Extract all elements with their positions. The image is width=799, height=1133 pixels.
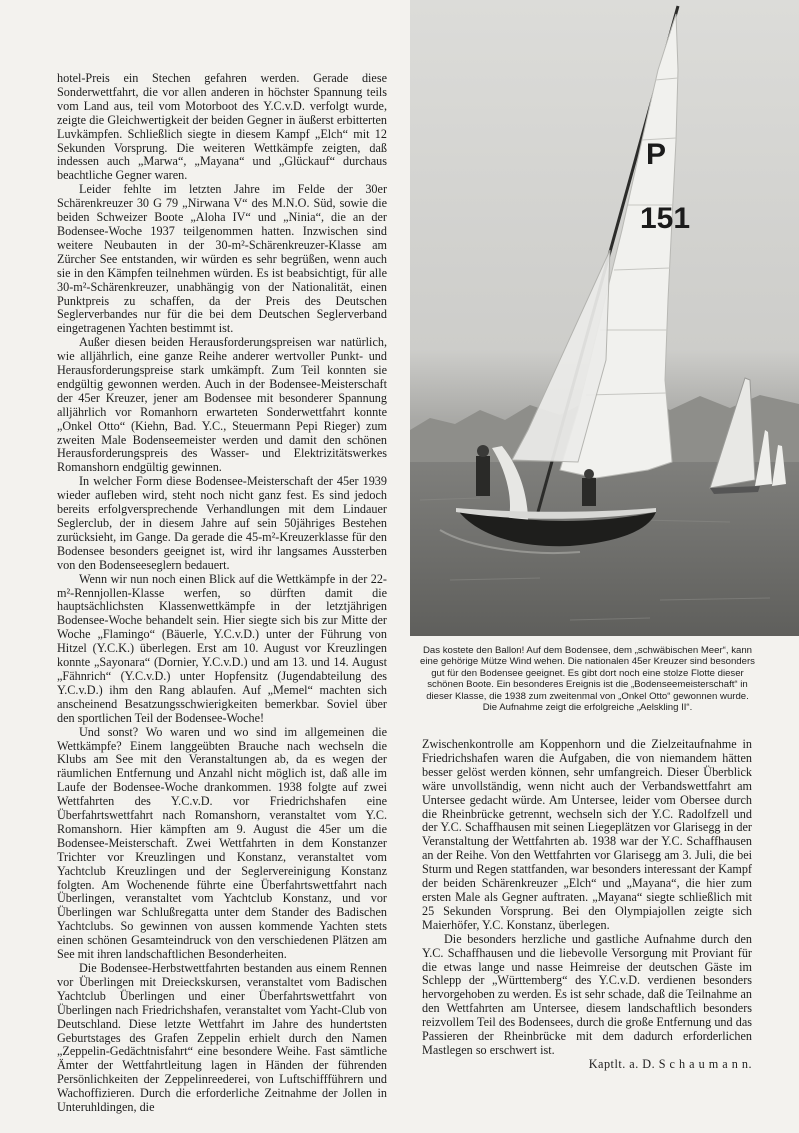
left-text-column — [57, 72, 387, 1115]
right-text-column — [422, 738, 752, 1072]
paragraph: Die besonders herzliche und gastliche Aufnahme durch den Y.C. Schaffhausen und die liebevolle Versorgung mit Proviant für die etwas lange und nasse Heimreise der deutschen Gäste im Schlepp der „Württemberg“ des Y.C.v.D. verdienen besonders hervorgehoben zu werden. Es ist sehr schade, daß die Teilnahme an den Wettfahrten am Untersee, diesem landschaftlich besonders reizvollem Teil des Bodensees, durch die große Entfernung und das Passieren der Rheinbrücke mit dem dadurch erforderlichen Mastlegen so erschwert ist. — [422, 931, 752, 1057]
paragraph: hotel-Preis ein Stechen gefahren werden. Gerade diese Sonderwettfahrt, die vor allen anderen in höchster Spannung teils vom Land aus, teil vom Motorboot des Y.C.v.D. verfolgt wurde, zeigte die Gleichwertigkeit der beiden Gegner in äußerst erbitterten Luvkämpfen. Schließlich siegte in diesem Kampf „Elch“ mit 12 Sekunden Vorsprung. Die weiteren Wettkämpfe zeigten, daß indessen auch „Marwa“, „Mayana“ und „Glückauf“ durchaus beachtliche Gegner waren. — [57, 71, 387, 183]
caption-text: Das kostete den Ballon! Auf dem Bodensee, dem „schwäbischen Meer“, kann eine gehörige Mütze Wind wehen. Die nationalen 45er Kreuzer sind besonders gut für den Bodensee geeignet. Es gibt dort noch eine stolze Flotte dieser schönen Boote. Ein besonderes Ereignis ist die „Bodenseemeisterschaft“ in dieser Klasse, die 1938 zum zweitenmal von „Onkel Otto“ gewonnen wurde. — [420, 645, 755, 702]
paragraph: Wenn wir nun noch einen Blick auf die Wettkämpfe in der 22-m²-Rennjollen-Klasse werfen, so dürften damit die hauptsächlichsten Klassenwettkämpfe in der letztjährigen Bodensee-Woche behandelt sein. Hier siegte sich bis zur Mitte der Woche „Flamingo“ (Bäuerle, Y.C.v.D.) unter der Führung von Hitzel (Y.C.K.) überlegen. Erst am 10. August vor Kreuzlingen konnte „Sayonara“ (Dornier, Y.C.v.D.) und am 13. und 14. August „Fähnrich“ (Y.C.v.D.) unter Hopfensitz (Jugendabteilung des Y.C.v.D.) ihm den Rang ablaufen. Auf „Memel“ machten sich anscheinend Besatzungsschwierigkeiten bemerkbar. Soviel über den sportlichen Teil der Bodensee-Woche! — [57, 571, 387, 725]
paragraph: Leider fehlte im letzten Jahre im Felde der 30er Schärenkreuzer 30 G 79 „Nirwana V“ des M.N.O. Süd, sowie die beiden Schweizer Boote „Aloha IV“ und „Ninia“, die an der Bodensee-Woche 1937 teilgenommen hatten. Inzwischen sind weitere Neubauten in der 30-m²-Schärenkreuzer-Klasse am Zürcher See entstanden, wir würden es sehr begrüßen, wenn auch sie in den Kämpfen teilnehmen würden. Es ist beabsichtigt, für alle 30-m²-Schärenkreuzer, unabhängig von der Nationalität, einen Punktpreis zu schaffen, da der Preis des Deutschen Seglerverbandes nur für die bei dem Deutschen Seglerverband eingetragenen Yachten bestimmt ist. — [57, 182, 387, 336]
paragraph: Und sonst? Wo waren und wo sind im allgemeinen die Wettkämpfe? Einem langgeübten Brauche nach wechseln die Klubs am See mit den Veranstaltungen ab, da es wegen der räumlichen Entfernung und Anzahl nicht möglich ist, daß alle im Laufe der Bodensee-Woche drankommen. 1938 folgte auf zwei Wettfahrten des Y.C.v.D. vor Friedrichshafen eine Überfahrtswettfahrt nach Romanshorn, veranstaltet vom Y.C. Romanshorn. Hier kämpften am 9. August die 45er um die Bodensee-Meisterschaft. Zwei Wettfahrten in dem Konstanzer Trichter vor Kreuzlingen und Konstanz, veranstaltet vom Yachtclub Kreuzlingen und der Seglervereinigung Konstanz folgten. Am Wochenende führte eine Überfahrtswettfahrt nach Überlingen, veranstaltet vom Yachtclub Konstanz, und vor Überlingen war Schlußregatta unter dem Stander des Badischen Yachtclubs. So gewinnen von aussen kommende Yachten stets einen schönen Gesamteindruck von den verschiedenen Plätzen am See mit ihren landschaftlichen Besonderheiten. — [57, 724, 387, 962]
author-signature: Kaptlt. a. D. S c h a u m a n n. — [588, 1056, 752, 1071]
sail-number: 151 — [640, 202, 691, 235]
sail-letter: P — [646, 138, 667, 171]
caption-subline: Die Aufnahme zeigt die erfolgreiche „Aelskling II“. — [482, 702, 693, 714]
sailboat-illustration — [410, 0, 799, 636]
paragraph: Die Bodensee-Herbstwettfahrten bestanden aus einem Rennen vor Überlingen mit Dreieckskursen, veranstaltet vom Badischen Yachtclub Überlingen und einer Überfahrtswettfahrt von Überlingen nach Friedrichshafen, veranstaltet vom Yacht-Club von Deutschland. Diese letzte Wettfahrt im Jahre des hundertsten Geburtstages des Grafen Zeppelin erhielt durch den Namen „Zeppelin-Gedächtnisfahrt“ eine besondere Weihe. Fast sämtliche Ämter der Wettfahrtleitung lagen in Händen der führenden Persönlichkeiten der Zeppelinreederei, von Luftschiffführern und Wachoffizieren. Durch die erforderliche Zeitnahme der Jollen in Unteruhldingen, die — [57, 961, 387, 1115]
paragraph: Zwischenkontrolle am Koppenhorn und die Zielzeitaufnahme in Friedrichshafen waren die Aufgaben, die von niemandem hätten besser gelöst werden können, sehr umfangreich. Dieser Überblick wäre unvollständig, wenn nicht auch der Verbandswettfahrt am Untersee gedacht würde. Am Untersee, leider vom Obersee durch die Rheinbrücke getrennt, wechseln sich der Y.C. Radolfzell und der Y.C. Schaffhausen mit seinen Liegeplätzen vor Glarisegg in der Veranstaltung der Wettfahrten ab. 1938 war der Y.C. Schaffhausen an der Reihe. Von den Wettfahrten vor Glarisegg am 3. Juli, die bei Sturm und Regen stattfanden, war besonders interessant der Kampf der beiden Schärenkreuzer „Elch“ und „Mayana“, die hier zum ersten Male als Gegner auftraten. „Mayana“ siegte schließlich mit 25 Sekunden Vorsprung. Bei den Olympiajollen zeigte sich Maierhöfer, Y.C. Konstanz, überlegen. — [422, 737, 752, 932]
paragraph: In welcher Form diese Bodensee-Meisterschaft der 45er 1939 wieder aufleben wird, steht noch nicht ganz fest. Es sind jedoch bereits erfolgversprechende Verhandlungen mit dem Lindauer Seglerclub, der in diesem Jahre auf sein 50jähriges Bestehen zurücksieht, im Gange. Da gerade die 45-m²-Kreuzerklasse für den Bodensee besonders geeignet ist, wird ihr langsames Aussterben von den Bodenseeseglern bedauert. — [57, 474, 387, 572]
paragraph: Außer diesen beiden Herausforderungspreisen war natürlich, wie alljährlich, eine ganze Reihe anderer wertvoller Punkt- und Herausforderungspreise stark umkämpft. Zum Teil konnten sie endgültig gewonnen werden. Auch in der Bodensee-Meisterschaft der 45er Kreuzer, jener am Bodensee mit besonderer Spannung alljährlich vor Romanhorn erwarteten Sonderwettfahrt konnte „Onkel Otto“ (Kiehn, Bad. Y.C., Steuermann Pepi Rieger) zum zweiten Male Bodenseemeister werden und damit den schönen Herausforderungspreis des Wasser- und Elektrizitätswerkes Romanshorn endgültig gewinnen. — [57, 335, 387, 475]
photo-caption — [420, 645, 755, 713]
sailing-photo — [410, 0, 799, 636]
